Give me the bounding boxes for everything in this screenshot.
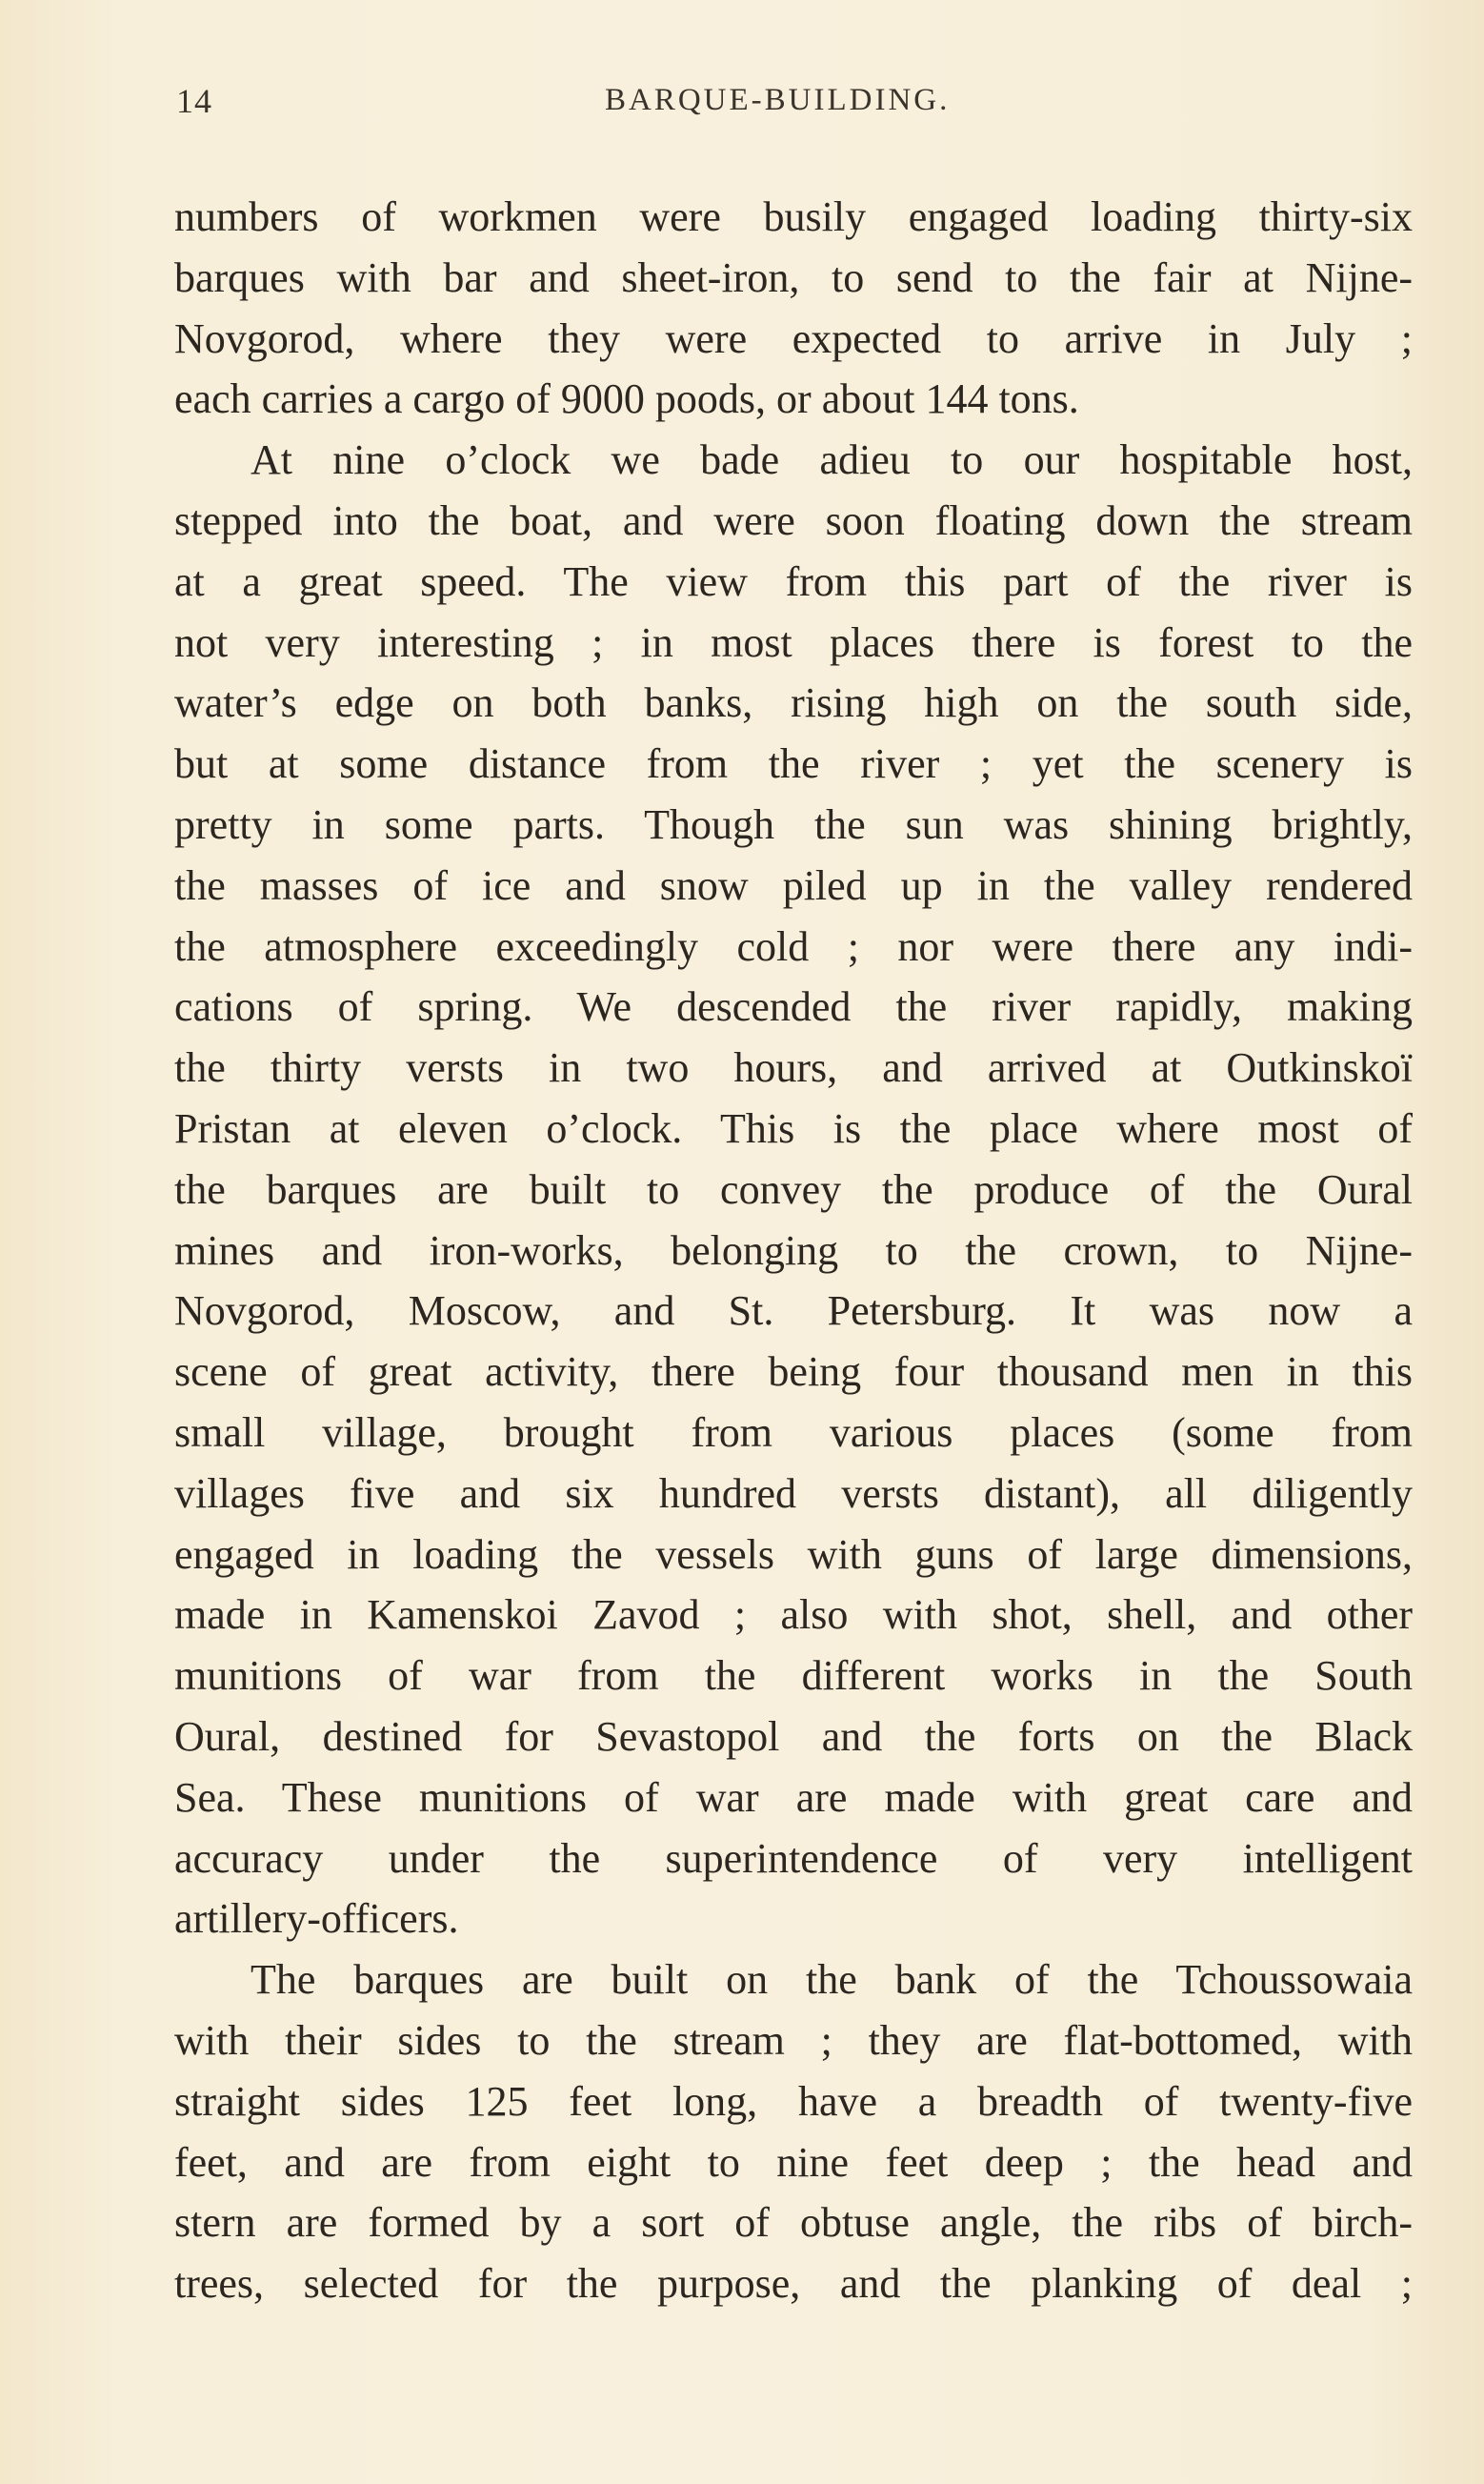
text-line: the thirty versts in two hours, and arrived at Outkinskoï [174,1044,1413,1092]
text-line: straight sides 125 feet long, have a breadth of twenty-five [174,2077,1413,2125]
text-line: barques with bar and sheet-iron, to send to the fair at Nijne- [174,253,1413,301]
text-line: trees, selected for the purpose, and the planking of deal ; [174,2260,1413,2308]
text-line: Pristan at eleven o’clock. This is the place where most of [174,1104,1413,1152]
text-line: cations of spring. We descended the river rapidly, making [174,983,1413,1031]
text-line: mines and iron-works, belonging to the crown, to Nijne- [174,1226,1413,1274]
text-line: made in Kamenskoi Zavod ; also with shot, shell, and other [174,1591,1413,1639]
text-line: not very interesting ; in most places there is forest to the [174,618,1413,666]
text-line: artillery-officers. [174,1895,459,1943]
text-line: the barques are built to convey the produce of the Oural [174,1165,1413,1213]
text-line: munitions of war from the different works in the South [174,1652,1413,1700]
text-line: scene of great activity, there being four thousand men in this [174,1348,1413,1396]
text-line: At nine o’clock we bade adieu to our hospitable host, [251,436,1413,484]
text-line: accuracy under the superintendence of very intelligent [174,1834,1413,1882]
text-line: water’s edge on both banks, rising high on the south side, [174,679,1413,727]
text-line: Sea. These munitions of war are made with great care and [174,1773,1413,1821]
text-line: The barques are built on the bank of the Tchoussowaia [251,1956,1413,2004]
text-line: engaged in loading the vessels with guns of large dimensions, [174,1530,1413,1578]
text-line: Novgorod, where they were expected to arrive in July ; [174,314,1413,362]
body-text [174,187,1413,2314]
text-line: each carries a cargo of 9000 poods, or about 144 tons. [174,375,1079,423]
text-line: but at some distance from the river ; yet the scenery is [174,740,1413,788]
page-header [0,81,1484,129]
text-line: stern are formed by a sort of obtuse angle, the ribs of birch- [174,2199,1413,2247]
text-line: stepped into the boat, and were soon floating down the stream [174,496,1413,544]
text-line: Oural, destined for Sevastopol and the forts on the Black [174,1712,1413,1760]
text-line: the masses of ice and snow piled up in the valley rendered [174,861,1413,909]
text-line: numbers of workmen were busily engaged loading thirty-six [174,193,1413,240]
text-line: small village, brought from various places (some from [174,1408,1413,1456]
text-line: Novgorod, Moscow, and St. Petersburg. It was now a [174,1287,1413,1335]
text-line: feet, and are from eight to nine feet deep ; the head and [174,2138,1413,2186]
text-line: at a great speed. The view from this part of the river is [174,557,1413,605]
text-line: pretty in some parts. Though the sun was shining brightly, [174,800,1413,848]
running-title: BARQUE-BUILDING. [605,83,951,117]
text-line: with their sides to the stream ; they are flat-bottomed, with [174,2016,1413,2064]
page-number: 14 [176,82,212,120]
text-line: villages five and six hundred versts distant), all diligently [174,1469,1413,1517]
text-line: the atmosphere exceedingly cold ; nor were there any indi- [174,922,1413,970]
